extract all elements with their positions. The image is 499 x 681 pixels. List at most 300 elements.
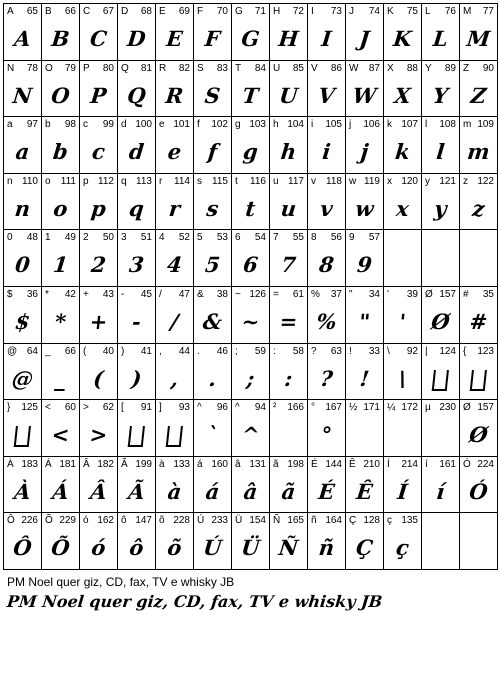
- glyph-char-code: 73: [330, 6, 342, 17]
- glyph-char-label: O: [45, 63, 53, 74]
- glyph-cell: [155, 3, 193, 60]
- glyph-char-label: ^: [197, 402, 202, 413]
- glyph-preview: A: [13, 26, 33, 51]
- glyph-char-label: ": [349, 289, 353, 300]
- glyph-preview: (: [92, 366, 105, 391]
- glyph-char-label: Ñ: [273, 515, 281, 526]
- glyph-char-label: ã: [273, 459, 279, 470]
- glyph-preview: ^: [240, 422, 261, 447]
- character-map-grid: [3, 3, 496, 569]
- glyph-char-label: E: [159, 6, 166, 17]
- glyph-preview: 3: [127, 252, 146, 277]
- glyph-cell: [383, 173, 421, 229]
- glyph-preview: Ú: [202, 535, 224, 560]
- glyph-preview: á: [204, 479, 221, 504]
- glyph-char-code: 81: [140, 63, 152, 74]
- glyph-char-code: 121: [439, 176, 456, 187]
- glyph-preview: r: [167, 196, 182, 221]
- glyph-preview: %: [315, 309, 338, 334]
- glyph-char-label: (: [83, 346, 87, 357]
- glyph-preview: $: [13, 309, 32, 334]
- glyph-preview: 4: [165, 252, 184, 277]
- glyph-char-code: 157: [439, 289, 456, 300]
- glyph-char-label: É: [311, 459, 318, 470]
- glyph-char-code: 43: [102, 289, 114, 300]
- glyph-char-code: 104: [287, 119, 304, 130]
- glyph-char-label: n: [7, 176, 13, 187]
- glyph-char-label: 4: [159, 232, 165, 243]
- glyph-preview: [382, 248, 423, 282]
- glyph-cell: [41, 60, 79, 116]
- glyph-char-code: 74: [368, 6, 380, 17]
- glyph-cell: [345, 60, 383, 116]
- glyph-preview: e: [166, 139, 183, 164]
- glyph-preview: Ü: [240, 535, 262, 560]
- glyph-preview: Ç: [354, 535, 375, 560]
- glyph-preview: S: [203, 83, 222, 108]
- glyph-char-label: 5: [197, 232, 203, 243]
- glyph-char-code: 60: [64, 402, 76, 413]
- glyph-cell: [3, 343, 41, 399]
- glyph-char-code: 102: [211, 119, 228, 130]
- glyph-preview: 5: [203, 252, 222, 277]
- glyph-char-label: ç: [387, 515, 392, 526]
- glyph-cell: [269, 116, 307, 173]
- glyph-cell: [117, 3, 155, 60]
- glyph-cell: [155, 173, 193, 229]
- glyph-preview: C: [88, 26, 109, 51]
- glyph-char-code: 35: [482, 289, 494, 300]
- glyph-char-code: 118: [326, 176, 342, 187]
- glyph-char-code: 114: [174, 176, 190, 187]
- glyph-char-code: 164: [325, 515, 342, 526]
- glyph-char-code: 33: [368, 346, 380, 357]
- glyph-cell: [459, 116, 498, 173]
- glyph-cell: [155, 116, 193, 173]
- glyph-char-code: 144: [325, 459, 342, 470]
- glyph-preview: Y: [431, 83, 450, 108]
- glyph-char-label: ,: [159, 346, 162, 357]
- glyph-preview: &: [201, 309, 224, 334]
- glyph-char-code: 86: [330, 63, 342, 74]
- sample-text-font-preview: PM Noel quer giz, CD, fax, TV e whisky JB: [6, 592, 384, 611]
- glyph-preview: ): [130, 366, 143, 391]
- glyph-cell: [269, 512, 307, 570]
- glyph-char-code: 56: [330, 232, 342, 243]
- glyph-cell: [41, 456, 79, 512]
- glyph-preview: R: [164, 83, 185, 108]
- glyph-char-label: à: [159, 459, 165, 470]
- glyph-preview: B: [50, 26, 71, 51]
- glyph-cell: [3, 399, 41, 456]
- glyph-preview: u: [279, 196, 298, 221]
- glyph-preview: ~: [240, 309, 261, 334]
- glyph-preview: g: [241, 139, 260, 164]
- glyph-char-code: 59: [254, 346, 266, 357]
- glyph-preview: T: [241, 83, 260, 108]
- glyph-preview: W: [351, 83, 378, 108]
- glyph-char-label: #: [463, 289, 469, 300]
- glyph-preview: Ø: [430, 309, 452, 334]
- glyph-char-code: 131: [249, 459, 266, 470]
- glyph-cell: [79, 60, 117, 116]
- glyph-preview: Ô: [12, 535, 34, 560]
- glyph-preview: Ñ: [277, 535, 300, 560]
- glyph-cell: [193, 60, 231, 116]
- glyph-cell: [231, 60, 269, 116]
- glyph-preview: ç: [394, 535, 411, 560]
- glyph-char-label: Ø: [463, 402, 471, 413]
- glyph-cell: [307, 60, 345, 116]
- sample-text-plain: PM Noel quer giz, CD, fax, TV e whisky JB: [7, 575, 235, 589]
- glyph-char-label: /: [159, 289, 162, 300]
- glyph-preview: y: [433, 196, 448, 221]
- glyph-cell: [345, 3, 383, 60]
- glyph-preview: l: [435, 139, 446, 164]
- glyph-char-code: 110: [22, 176, 38, 187]
- glyph-char-code: 165: [287, 515, 304, 526]
- glyph-cell: [459, 173, 498, 229]
- glyph-preview: [420, 248, 461, 282]
- glyph-preview: À: [13, 479, 33, 504]
- glyph-char-label: @: [7, 346, 18, 357]
- glyph-preview: [458, 531, 499, 565]
- glyph-preview: L: [431, 26, 450, 51]
- glyph-char-label: P: [83, 63, 90, 74]
- glyph-char-code: 69: [178, 6, 190, 17]
- glyph-cell: [41, 229, 79, 286]
- glyph-char-code: 133: [173, 459, 190, 470]
- glyph-char-label: Â: [83, 459, 90, 470]
- glyph-preview: H: [277, 26, 300, 51]
- glyph-char-code: 54: [254, 232, 266, 243]
- glyph-char-code: 157: [477, 402, 494, 413]
- glyph-char-label: b: [45, 119, 51, 130]
- glyph-preview: _: [53, 366, 68, 391]
- glyph-cell: [421, 399, 459, 456]
- glyph-char-label: q: [121, 176, 127, 187]
- glyph-preview: :: [283, 366, 294, 391]
- glyph-preview: J: [358, 26, 371, 51]
- glyph-cell: [193, 229, 231, 286]
- glyph-cell: [307, 173, 345, 229]
- glyph-preview: P: [89, 83, 108, 108]
- glyph-preview: F: [203, 26, 222, 51]
- glyph-cell: [307, 229, 345, 286]
- glyph-cell: [307, 116, 345, 173]
- glyph-cell: [79, 399, 117, 456]
- glyph-preview: j: [359, 139, 370, 164]
- glyph-cell: [79, 229, 117, 286]
- glyph-cell: [79, 173, 117, 229]
- glyph-char-code: 167: [325, 402, 342, 413]
- glyph-cell: [155, 456, 193, 512]
- glyph-cell: [193, 286, 231, 343]
- missing-glyph-box: [116, 418, 157, 452]
- glyph-char-code: 93: [178, 402, 190, 413]
- glyph-char-label: N: [7, 63, 15, 74]
- glyph-preview: X: [393, 83, 413, 108]
- glyph-preview: d: [127, 139, 146, 164]
- glyph-char-label: X: [387, 63, 394, 74]
- glyph-preview: [344, 418, 385, 452]
- glyph-cell: [41, 3, 79, 60]
- glyph-preview: ô: [128, 535, 145, 560]
- glyph-char-code: 53: [216, 232, 228, 243]
- glyph-char-label: 7: [273, 232, 279, 243]
- glyph-char-label: 3: [121, 232, 127, 243]
- glyph-cell: [421, 286, 459, 343]
- glyph-char-code: 44: [178, 346, 190, 357]
- glyph-preview: [420, 418, 461, 452]
- glyph-char-code: 101: [173, 119, 190, 130]
- glyph-char-code: 210: [363, 459, 380, 470]
- glyph-char-code: 65: [26, 6, 38, 17]
- glyph-char-label: $: [7, 289, 13, 300]
- glyph-cell: [307, 286, 345, 343]
- glyph-preview: c: [90, 139, 107, 164]
- glyph-char-code: 172: [401, 402, 418, 413]
- glyph-char-code: 89: [444, 63, 456, 74]
- glyph-char-label: 0: [7, 232, 13, 243]
- glyph-char-code: 99: [102, 119, 114, 130]
- glyph-char-code: 77: [482, 6, 494, 17]
- glyph-char-code: 105: [325, 119, 342, 130]
- glyph-char-label: I: [311, 6, 314, 17]
- glyph-cell: [3, 173, 41, 229]
- glyph-cell: [383, 456, 421, 512]
- glyph-preview: õ: [166, 535, 183, 560]
- glyph-cell: [459, 229, 498, 286]
- glyph-char-code: 100: [135, 119, 152, 130]
- glyph-char-code: 230: [439, 402, 456, 413]
- glyph-preview: 8: [317, 252, 336, 277]
- glyph-cell: [117, 343, 155, 399]
- glyph-cell: [459, 60, 498, 116]
- glyph-cell: [421, 229, 459, 286]
- glyph-char-code: 88: [406, 63, 418, 74]
- glyph-preview: 0: [13, 252, 32, 277]
- glyph-char-code: 103: [249, 119, 266, 130]
- glyph-preview: 9: [355, 252, 374, 277]
- glyph-preview: b: [51, 139, 70, 164]
- glyph-preview: n: [13, 196, 32, 221]
- glyph-char-label: Ø: [425, 289, 433, 300]
- glyph-cell: [79, 116, 117, 173]
- glyph-char-label: V: [311, 63, 318, 74]
- glyph-char-label: k: [387, 119, 392, 130]
- glyph-char-code: 161: [439, 459, 456, 470]
- glyph-cell: [345, 456, 383, 512]
- glyph-char-code: 51: [140, 232, 152, 243]
- glyph-preview: 2: [89, 252, 108, 277]
- glyph-preview: k: [393, 139, 412, 164]
- glyph-char-code: 38: [216, 289, 228, 300]
- glyph-cell: [231, 456, 269, 512]
- glyph-char-code: 97: [26, 119, 38, 130]
- glyph-char-code: 72: [292, 6, 304, 17]
- glyph-char-label: m: [463, 119, 472, 130]
- glyph-preview: É: [317, 479, 336, 504]
- glyph-cell: [383, 512, 421, 570]
- glyph-cell: [269, 229, 307, 286]
- glyph-char-label: Z: [463, 63, 470, 74]
- glyph-char-label: h: [273, 119, 279, 130]
- glyph-char-label: J: [349, 6, 354, 17]
- glyph-cell: [155, 399, 193, 456]
- glyph-preview: .: [207, 366, 218, 391]
- glyph-char-label: Ü: [235, 515, 243, 526]
- glyph-char-code: 160: [211, 459, 228, 470]
- glyph-cell: [117, 60, 155, 116]
- glyph-preview: o: [52, 196, 69, 221]
- glyph-char-label: A: [7, 6, 14, 17]
- glyph-cell: [345, 343, 383, 399]
- glyph-char-code: 37: [330, 289, 342, 300]
- glyph-char-label: ô: [121, 515, 127, 526]
- glyph-char-code: 125: [21, 402, 38, 413]
- glyph-char-code: 63: [330, 346, 342, 357]
- glyph-preview: !: [358, 366, 371, 391]
- glyph-cell: [231, 286, 269, 343]
- glyph-char-code: 224: [477, 459, 494, 470]
- glyph-char-code: 182: [97, 459, 114, 470]
- glyph-char-code: 71: [254, 6, 266, 17]
- glyph-preview: Í: [396, 479, 409, 504]
- glyph-char-label: M: [463, 6, 472, 17]
- glyph-char-label: Y: [425, 63, 432, 74]
- glyph-preview: Z: [469, 83, 488, 108]
- glyph-char-label: <: [45, 402, 51, 413]
- glyph-cell: [307, 3, 345, 60]
- glyph-char-label: w: [349, 176, 357, 187]
- glyph-preview: Ø: [468, 422, 490, 447]
- glyph-char-label: g: [235, 119, 241, 130]
- glyph-char-label: e: [159, 119, 165, 130]
- glyph-preview: O: [50, 83, 72, 108]
- glyph-char-code: 36: [26, 289, 38, 300]
- glyph-cell: [79, 456, 117, 512]
- glyph-char-label: ): [121, 346, 125, 357]
- glyph-char-label: ;: [235, 346, 238, 357]
- glyph-cell: [307, 399, 345, 456]
- glyph-preview: w: [354, 196, 375, 221]
- glyph-char-code: 126: [249, 289, 266, 300]
- glyph-char-label: C: [83, 6, 91, 17]
- glyph-char-label: c: [83, 119, 88, 130]
- glyph-cell: [307, 512, 345, 570]
- glyph-char-code: 226: [21, 515, 38, 526]
- glyph-char-code: 66: [64, 346, 76, 357]
- glyph-cell: [117, 512, 155, 570]
- glyph-preview: *: [53, 309, 68, 334]
- glyph-cell: [459, 512, 498, 570]
- glyph-char-label: *: [45, 289, 49, 300]
- glyph-cell: [421, 343, 459, 399]
- glyph-char-code: 47: [178, 289, 190, 300]
- glyph-char-label: s: [197, 176, 202, 187]
- glyph-cell: [41, 286, 79, 343]
- glyph-preview: °: [319, 422, 334, 447]
- glyph-char-label: ¼: [387, 402, 396, 413]
- glyph-cell: [307, 456, 345, 512]
- glyph-preview: â: [242, 479, 259, 504]
- glyph-char-code: 76: [444, 6, 456, 17]
- glyph-cell: [155, 286, 193, 343]
- glyph-char-code: 92: [406, 346, 418, 357]
- glyph-preview: Â: [89, 479, 109, 504]
- glyph-char-code: 111: [60, 176, 76, 187]
- glyph-preview: Ê: [355, 479, 374, 504]
- glyph-preview: ñ: [317, 535, 336, 560]
- glyph-cell: [41, 343, 79, 399]
- glyph-char-code: 64: [26, 346, 38, 357]
- glyph-char-code: 117: [288, 176, 304, 187]
- glyph-cell: [459, 399, 498, 456]
- glyph-cell: [117, 456, 155, 512]
- glyph-preview: f: [206, 139, 219, 164]
- glyph-cell: [269, 399, 307, 456]
- glyph-cell: [155, 343, 193, 399]
- glyph-preview: q: [127, 196, 146, 221]
- glyph-cell: [383, 399, 421, 456]
- glyph-preview: [268, 418, 309, 452]
- glyph-char-label: Õ: [45, 515, 53, 526]
- glyph-preview: ,: [169, 366, 180, 391]
- glyph-cell: [231, 512, 269, 570]
- glyph-char-label: f: [197, 119, 200, 130]
- glyph-char-label: ½: [349, 402, 358, 413]
- glyph-preview: K: [392, 26, 413, 51]
- glyph-char-label: D: [121, 6, 129, 17]
- glyph-cell: [459, 456, 498, 512]
- glyph-char-label: 2: [83, 232, 89, 243]
- glyph-char-label: °: [311, 402, 315, 413]
- glyph-char-code: 55: [292, 232, 304, 243]
- glyph-char-code: 79: [64, 63, 76, 74]
- glyph-char-code: 50: [102, 232, 114, 243]
- glyph-char-code: 166: [287, 402, 304, 413]
- glyph-cell: [269, 343, 307, 399]
- glyph-char-code: 135: [401, 515, 418, 526]
- glyph-preview: I: [320, 26, 333, 51]
- glyph-char-code: 48: [26, 232, 38, 243]
- glyph-preview: v: [319, 196, 334, 221]
- glyph-char-code: 45: [140, 289, 152, 300]
- glyph-cell: [193, 512, 231, 570]
- glyph-char-label: >: [83, 402, 89, 413]
- missing-glyph-box: [420, 362, 461, 396]
- glyph-char-label: }: [7, 402, 11, 413]
- glyph-preview: `: [205, 422, 220, 447]
- glyph-char-label: á: [197, 459, 203, 470]
- glyph-char-code: 39: [406, 289, 418, 300]
- glyph-char-label: S: [197, 63, 204, 74]
- glyph-preview: i: [321, 139, 332, 164]
- glyph-cell: [117, 229, 155, 286]
- glyph-cell: [117, 173, 155, 229]
- glyph-cell: [3, 3, 41, 60]
- glyph-char-code: 46: [216, 346, 228, 357]
- glyph-cell: [3, 116, 41, 173]
- glyph-char-label: Ê: [349, 459, 356, 470]
- glyph-preview: D: [126, 26, 147, 51]
- glyph-cell: [41, 173, 79, 229]
- glyph-char-label: 1: [45, 232, 51, 243]
- glyph-char-code: 68: [140, 6, 152, 17]
- glyph-char-code: 67: [102, 6, 114, 17]
- glyph-cell: [383, 116, 421, 173]
